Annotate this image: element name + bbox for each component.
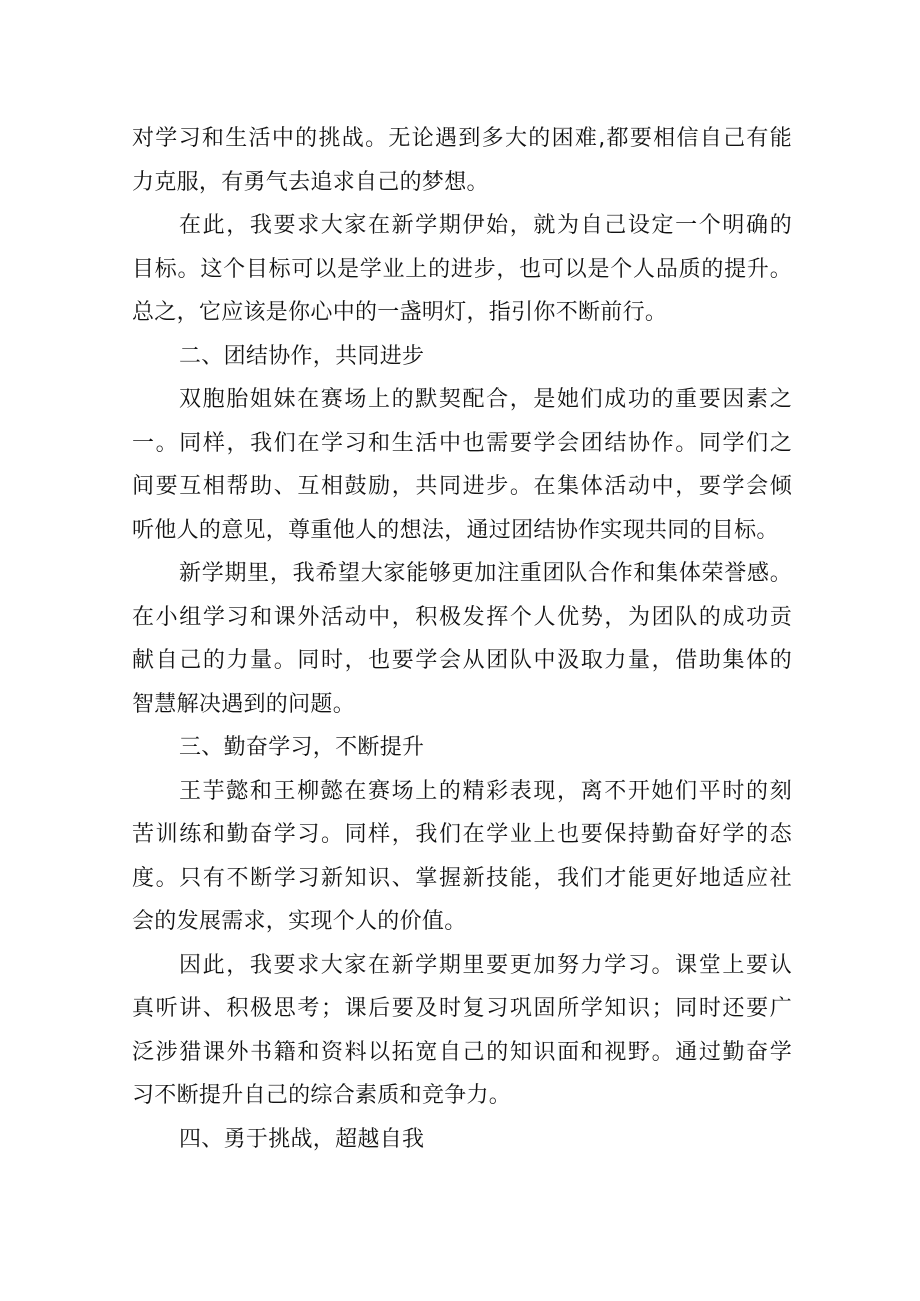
text-line: 四、勇于挑战，超越自我 — [179, 1126, 425, 1152]
text-line: 因此，我要求大家在新学期里要更加努力学习。课堂上要认 — [179, 952, 792, 978]
document-body — [132, 117, 792, 1161]
text-line: 王芋懿和王柳懿在赛场上的精彩表现，离不开她们平时的刻 — [179, 778, 792, 804]
text-line: 力克服，有勇气去追求自己的梦想。 — [132, 169, 489, 195]
text-line: 在此，我要求大家在新学期伊始，就为自己设定一个明确的 — [179, 213, 792, 238]
text-line: 听他人的意见，尊重他人的想法，通过团结协作实现共同的目标。 — [132, 517, 779, 543]
text-line: 新学期里，我希望大家能够更加注重团队合作和集体荣誉感。 — [179, 561, 792, 586]
text-line: 间要互相帮助、互相鼓励，共同进步。在集体活动中，要学会倾 — [132, 474, 792, 499]
text-line: 二、团结协作，共同进步 — [179, 343, 425, 369]
text-line: 智慧解决遇到的问题。 — [132, 691, 356, 717]
text-line: 苦训练和勤奋学习。同样，我们在学业上也要保持勤奋好学的态 — [132, 822, 792, 847]
text-line: 度。只有不断学习新知识、掌握新技能，我们才能更好地适应社 — [132, 865, 792, 891]
text-line: 会的发展需求，实现个人的价值。 — [132, 909, 467, 934]
text-line: 献自己的力量。同时，也要学会从团队中汲取力量，借助集体的 — [132, 648, 792, 673]
text-line: 习不断提升自己的综合素质和竞争力。 — [132, 1083, 512, 1108]
text-line: 一。同样，我们在学习和生活中也需要学会团结协作。同学们之 — [132, 430, 792, 456]
text-line: 目标。这个目标可以是学业上的进步，也可以是个人品质的提升。 — [132, 256, 792, 282]
text-line: 泛涉猎课外书籍和资料以拓宽自己的知识面和视野。通过勤奋学 — [132, 1039, 792, 1065]
text-line: 对学习和生活中的挑战。无论遇到多大的困难,都要相信自己有能 — [132, 126, 792, 151]
text-line: 总之，它应该是你心中的一盏明灯，指引你不断前行。 — [132, 300, 668, 325]
text-line: 双胞胎姐妹在赛场上的默契配合，是她们成功的重要因素之 — [179, 387, 792, 412]
text-line: 三、勤奋学习，不断提升 — [179, 735, 425, 760]
text-line: 真听讲、积极思考；课后要及时复习巩固所学知识；同时还要广 — [132, 996, 792, 1021]
text-line: 在小组学习和课外活动中，积极发挥个人优势，为团队的成功贡 — [132, 604, 792, 630]
